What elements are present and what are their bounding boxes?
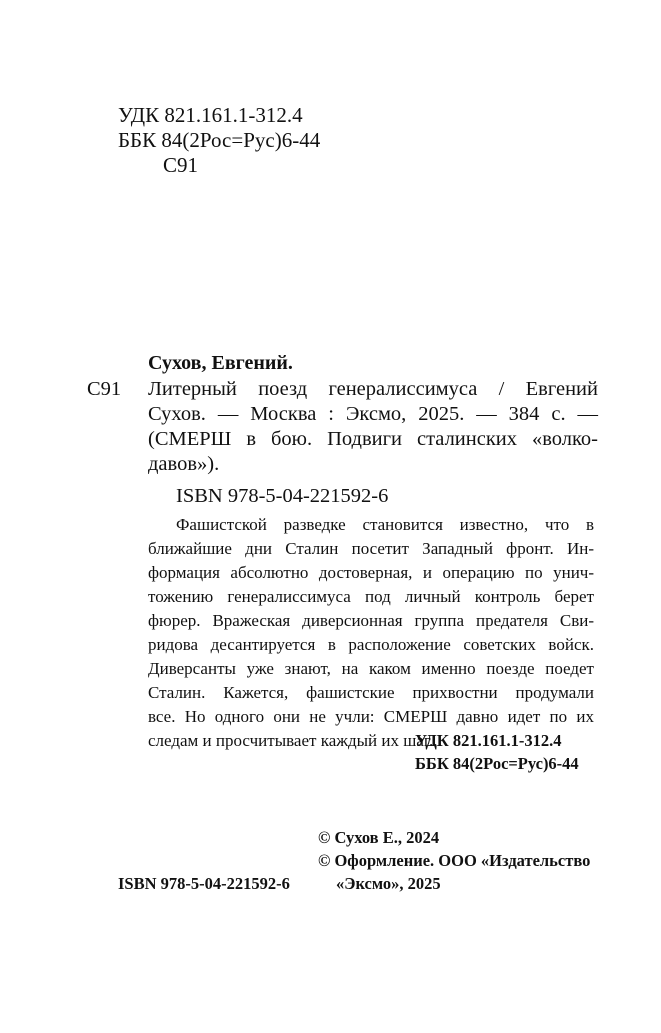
- description-line: Литерный поезд генералиссимуса / Евгений: [148, 378, 598, 400]
- author-name: Сухов, Евгений.: [148, 352, 293, 374]
- annotation-line: Диверсанты уже знают, на каком именно поезде поедет: [148, 659, 594, 678]
- annotation: [148, 513, 594, 753]
- footer-bbk-code: ББК 84(2Рос=Рус)6-44: [415, 754, 579, 773]
- annotation-line: формация абсолютно достоверная, и операцию по унич-: [148, 563, 594, 582]
- description-line: давов»).: [148, 453, 220, 475]
- author-mark: С91: [163, 153, 199, 177]
- annotation-line: фюрер. Вражеская диверсионная группа предателя Сви-: [148, 611, 594, 630]
- copyright-design: © Оформление. ООО «Издательство: [318, 851, 591, 870]
- udk-code: УДК 821.161.1-312.4: [118, 103, 303, 127]
- copyright-publisher-year: «Эксмо», 2025: [336, 874, 441, 893]
- description-line: (СМЕРШ в бою. Подвиги сталинских «волко-: [148, 428, 598, 450]
- annotation-line: следам и просчитывает каждый их шаг...: [148, 731, 442, 750]
- annotation-line: все. Но одного они не учли: СМЕРШ давно идет по их: [148, 707, 594, 726]
- annotation-line: Фашистской разведке становится известно, что в: [176, 515, 594, 534]
- copyright-author: © Сухов Е., 2024: [318, 828, 440, 847]
- bibliographic-description: [148, 377, 598, 477]
- annotation-line: ближайшие дни Сталин посетит Западный фронт. Ин-: [148, 539, 594, 558]
- description-line: Сухов. — Москва : Эксмо, 2025. — 384 с. —: [148, 403, 598, 425]
- entry-isbn: ISBN 978-5-04-221592-6: [176, 485, 389, 507]
- footer-udk-code: УДК 821.161.1-312.4: [415, 731, 562, 750]
- side-author-mark: С91: [87, 378, 122, 400]
- annotation-line: тожению генералиссимуса под личный контроль берет: [148, 587, 594, 606]
- annotation-line: ридова десантируется в расположение советских войск.: [148, 635, 594, 654]
- annotation-line: Сталин. Кажется, фашистские прихвостни продумали: [148, 683, 594, 702]
- bbk-code: ББК 84(2Рос=Рус)6-44: [118, 128, 321, 152]
- copyright-isbn: ISBN 978-5-04-221592-6: [118, 874, 290, 893]
